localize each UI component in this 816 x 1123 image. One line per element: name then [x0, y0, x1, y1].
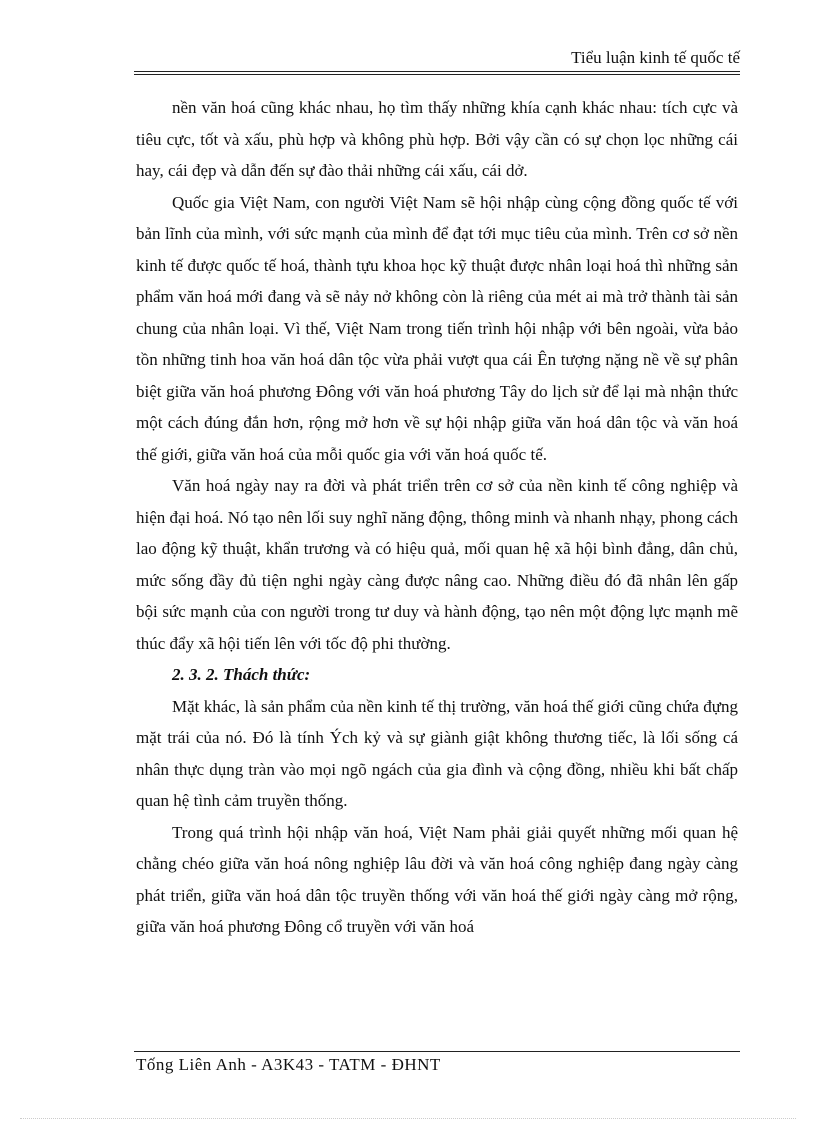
header-divider [134, 71, 740, 72]
section-heading-challenges: 2. 3. 2. Thách thức: [172, 665, 311, 684]
paragraph-modern-culture: Văn hoá ngày nay ra đời và phát triển trên cơ sở của nền kinh tế công nghiệp và hiện đại hoá. Nó tạo nên lối suy nghĩ năng động, thông minh và nhanh nhạy, phong cách lao động kỹ thuật, khẩn trương và có hiệu quả, mối quan hệ xã hội bình đẳng, dân chủ, mức sống đầy đủ tiện nghi ngày càng được nâng cao. Những điều đó đã nhân lên gấp bội sức mạnh của con người trong tư duy và hành động, tạo nên một động lực mạnh mẽ thúc đẩy xã hội tiến lên với tốc độ phi thường. [136, 476, 738, 653]
document-body [136, 92, 738, 943]
paragraph-cultural-integration: Trong quá trình hội nhập văn hoá, Việt Nam phải giải quyết những mối quan hệ chằng chéo giữa văn hoá nông nghiệp lâu đời và văn hoá công nghiệp đang ngày càng phát triển, giữa văn hoá dân tộc truyền thống với văn hoá thế giới ngày càng mở rộng, giữa văn hoá phương Đông cổ truyền với văn hoá [136, 822, 738, 936]
paragraph-vietnam-integration: Quốc gia Việt Nam, con người Việt Nam sẽ hội nhập cùng cộng đồng quốc tế với bản lĩnh của mình, với sức mạnh của mình để đạt tới mục tiêu của mình. Trên cơ sở nền kinh tế được quốc tế hoá, thành tựu khoa học kỹ thuật được nhân loại hoá thì những sản phẩm văn hoá mới đang và sẽ nảy nở không còn là riêng của mét ai mà trở thành tài sản chung của nhân loại. Vì thế, Việt Nam trong tiến trình hội nhập với bên ngoài, vừa bảo tồn những tinh hoa văn hoá dân tộc vừa phải vượt qua cái Ên tượng nặng nề về sự phân biệt giữa văn hoá phương Đông với văn hoá phương Tây do lịch sử để lại mà nhận thức một cách đúng đắn hơn, rộng mở hơn về sự hội nhập giữa văn hoá dân tộc và văn hoá thế giới, giữa văn hoá của mỗi quốc gia với văn hoá quốc tế. [136, 192, 738, 464]
running-header-title: Tiểu luận kinh tế quốc tế [571, 48, 740, 67]
footer-divider [134, 1051, 740, 1052]
footer-author: Tống Liên Anh - A3K43 - TATM - ĐHNT [136, 1055, 441, 1074]
paragraph-downside: Mặt khác, là sản phẩm của nền kinh tế thị trường, văn hoá thế giới cũng chứa đựng mặt trái của nó. Đó là tính Ých kỷ và sự giành giật không thương tiếc, là lối sống cá nhân thực dụng tràn vào mọi ngõ ngách của gia đình và cộng đồng, nhiều khi bất chấp quan hệ tình cảm truyền thống. [136, 696, 738, 810]
paragraph-continued: nền văn hoá cũng khác nhau, họ tìm thấy những khía cạnh khác nhau: tích cực và tiêu cực, tốt và xấu, phù hợp và không phù hợp. Bởi vậy cần có sự chọn lọc những cái hay, cái đẹp và dẫn đến sự đào thải những cái xấu, cái dở. [136, 98, 738, 180]
header-divider-second [134, 74, 740, 75]
page-edge-dotted-line [20, 1118, 796, 1119]
